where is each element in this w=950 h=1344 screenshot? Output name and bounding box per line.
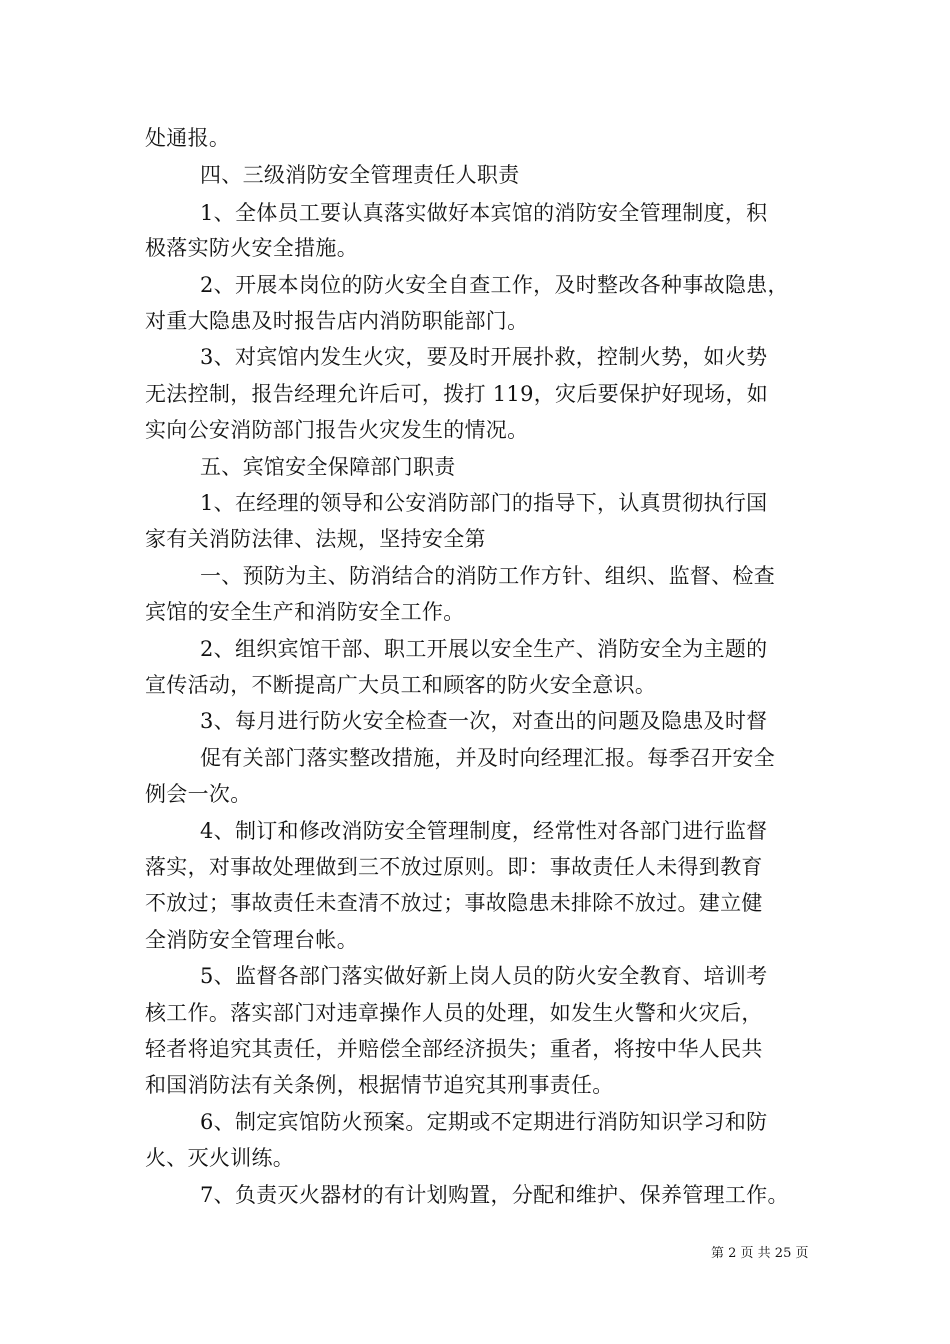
section-heading: 四、三级消防安全管理责任人职责 — [200, 163, 520, 187]
body-line: 宣传活动，不断提高广大员工和顾客的防火安全意识。 — [145, 673, 657, 697]
body-line: 全消防安全管理台帐。 — [145, 928, 358, 952]
body-line: 6、制定宾馆防火预案。定期或不定期进行消防知识学习和防 — [200, 1110, 768, 1134]
body-line: 不放过；事故责任未查清不放过；事故隐患未排除不放过。建立健 — [145, 891, 763, 915]
body-line: 1、在经理的领导和公安消防部门的指导下，认真贯彻执行国 — [200, 491, 768, 515]
page-number: 第 2 页 共 25 页 — [711, 1246, 809, 1261]
body-line: 例会一次。 — [145, 782, 252, 806]
body-line: 极落实防火安全措施。 — [145, 236, 358, 260]
body-line: 宾馆的安全生产和消防安全工作。 — [145, 600, 465, 624]
body-line: 实向公安消防部门报告火灾发生的情况。 — [145, 418, 529, 442]
body-line: 核工作。落实部门对违章操作人员的处理，如发生火警和火灾后， — [145, 1001, 763, 1025]
body-line: 2、组织宾馆干部、职工开展以安全生产、消防安全为主题的 — [200, 637, 768, 661]
body-line: 1、全体员工要认真落实做好本宾馆的消防安全管理制度，积 — [200, 201, 768, 225]
body-line: 促有关部门落实整改措施，并及时向经理汇报。每季召开安全 — [200, 746, 776, 770]
body-line: 3、对宾馆内发生火灾，要及时开展扑救，控制火势，如火势 — [200, 345, 768, 369]
body-line: 3、每月进行防火安全检查一次，对查出的问题及隐患及时督 — [200, 709, 768, 733]
body-line: 2、开展本岗位的防火安全自查工作，及时整改各种事故隐患， — [200, 273, 789, 297]
body-line: 和国消防法有关条例，根据情节追究其刑事责任。 — [145, 1073, 614, 1097]
body-line: 4、制订和修改消防安全管理制度，经常性对各部门进行监督 — [200, 819, 768, 843]
body-line: 一、预防为主、防消结合的消防工作方针、组织、监督、检查 — [200, 564, 776, 588]
body-line: 处通报。 — [145, 126, 231, 150]
body-line: 7、负责灭火器材的有计划购置，分配和维护、保养管理工作。 — [200, 1183, 789, 1207]
body-line: 对重大隐患及时报告店内消防职能部门。 — [145, 309, 529, 333]
section-heading: 五、宾馆安全保障部门职责 — [200, 455, 456, 479]
body-line: 火、灭火训练。 — [145, 1146, 295, 1170]
body-line: 无法控制，报告经理允许后可，拨打 119，灾后要保护好现场，如 — [145, 382, 769, 406]
body-line: 家有关消防法律、法规，坚持安全第 — [145, 527, 486, 551]
body-line: 轻者将追究其责任，并赔偿全部经济损失；重者，将按中华人民共 — [145, 1037, 763, 1061]
body-line: 5、监督各部门落实做好新上岗人员的防火安全教育、培训考 — [200, 964, 768, 988]
body-line: 落实，对事故处理做到三不放过原则。即：事故责任人未得到教育 — [145, 855, 763, 879]
